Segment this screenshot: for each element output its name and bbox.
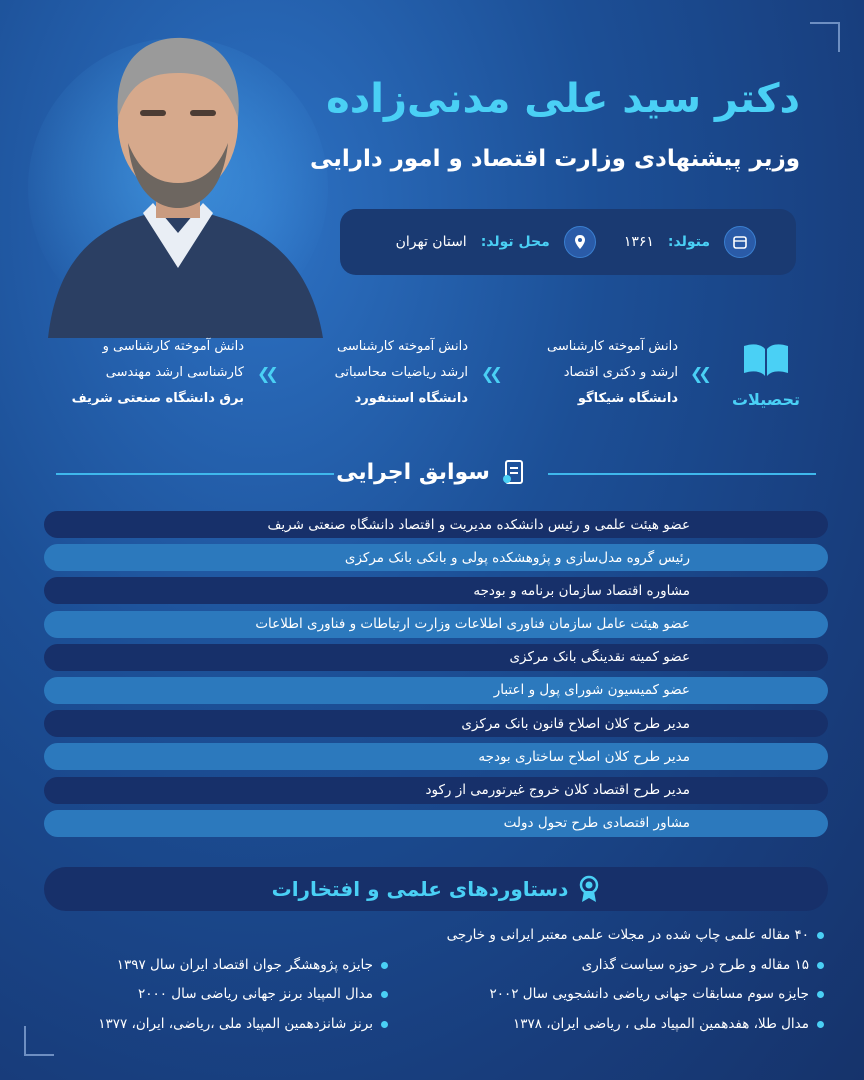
- chevron-left-icon: ❮❮: [481, 364, 498, 383]
- education-label: تحصیلات: [731, 390, 801, 409]
- education-line: ارشد و دکتری اقتصاد: [563, 365, 678, 380]
- experience-title: سوابق اجرایی: [336, 459, 490, 485]
- education-line: دانش آموخته کارشناسی: [546, 339, 678, 354]
- experience-row: مدیر طرح کلان اصلاح قانون بانک مرکزی: [44, 710, 828, 737]
- page-title: دکتر سید علی مدنی‌زاده: [326, 76, 800, 122]
- bullet-icon: [381, 1021, 388, 1028]
- education-line: ارشد ریاضیات محاسباتی: [334, 365, 468, 380]
- experience-row: عضو هیئت علمی و رئیس دانشکده مدیریت و اقتصاد دانشگاه صنعتی شریف: [44, 511, 828, 538]
- achievement-item: [582, 957, 824, 973]
- corner-frame-top-right: [810, 22, 840, 52]
- education-line: کارشناسی ارشد مهندسی: [105, 365, 244, 380]
- education-line: دانش آموخته کارشناسی: [336, 339, 468, 354]
- birth-value: ۱۳۶۱: [623, 234, 654, 250]
- bullet-icon: [817, 932, 824, 939]
- page-subtitle: وزیر پیشنهادی وزارت اقتصاد و امور دارایی: [309, 146, 800, 172]
- achievement-item: [513, 1016, 824, 1032]
- bullet-icon: [381, 962, 388, 969]
- bullet-icon: [817, 1021, 824, 1028]
- education-university: دانشگاه شیکاگو: [577, 391, 678, 406]
- achievements-title: دستاوردهای علمی و افتخارات: [271, 877, 569, 901]
- birthplace-label: محل تولد:: [480, 234, 550, 250]
- chevron-left-icon: ❮❮: [690, 364, 707, 383]
- experience-row: مدیر طرح اقتصاد کلان خروج غیرتورمی از رکود: [44, 777, 828, 804]
- book-icon: [741, 340, 791, 380]
- achievements-heading: [44, 867, 828, 911]
- achievement-item: [98, 1016, 388, 1032]
- achievement-item: [117, 957, 388, 973]
- bullet-icon: [817, 991, 824, 998]
- education-item: [498, 334, 678, 412]
- experience-row: مشاوره اقتصاد سازمان برنامه و بودجه: [44, 577, 828, 604]
- experience-list: [44, 511, 828, 843]
- achievement-text: مدال طلا، هفدهمین المپیاد ملی ، ریاضی ایران، ۱۳۷۸: [512, 1016, 809, 1032]
- education-line: دانش آموخته کارشناسی و: [102, 339, 244, 354]
- chevron-left-icon: ❮❮: [257, 364, 274, 383]
- achievement-text: برنز شانزدهمین المپیاد ملی ،ریاضی، ایران، ۱۳۷۷: [98, 1016, 373, 1032]
- experience-row: عضو کمیسیون شورای پول و اعتبار: [44, 677, 828, 704]
- achievement-item: [489, 986, 824, 1002]
- bullet-icon: [817, 962, 824, 969]
- birthplace-value: استان تهران: [395, 234, 467, 250]
- education-item: [288, 334, 468, 412]
- achievement-item: [447, 927, 824, 943]
- education-university: برق دانشگاه صنعتی شریف: [71, 391, 244, 406]
- experience-row: مشاور اقتصادی طرح تحول دولت: [44, 810, 828, 837]
- experience-row: عضو کمیته نقدینگی بانک مرکزی: [44, 644, 828, 671]
- corner-frame-bottom-left: [24, 1026, 54, 1056]
- achievement-text: ۱۵ مقاله و طرح در حوزه سیاست گذاری: [581, 957, 809, 973]
- education-item: [64, 334, 244, 412]
- info-box: [340, 209, 796, 275]
- achievement-text: جایزه سوم مسابقات جهانی ریاضی دانشجویی سال ۲۰۰۲: [489, 986, 809, 1002]
- portrait-photo: [28, 18, 328, 338]
- experience-row: مدیر طرح کلان اصلاح ساختاری بودجه: [44, 743, 828, 770]
- calendar-icon: [724, 226, 756, 258]
- achievement-text: مدال المپیاد برنز جهانی ریاضی سال ۲۰۰۰: [137, 986, 373, 1002]
- experience-heading: [0, 458, 864, 486]
- award-medal-icon: [578, 875, 600, 903]
- education-heading: [726, 340, 806, 409]
- location-pin-icon: [564, 226, 596, 258]
- document-icon: [500, 458, 528, 486]
- birth-label: متولد:: [667, 234, 710, 250]
- achievement-item: [138, 986, 388, 1002]
- bullet-icon: [381, 991, 388, 998]
- experience-row: عضو هیئت عامل سازمان فناوری اطلاعات وزارت ارتباطات و فناوری اطلاعات: [44, 611, 828, 638]
- achievement-text: ۴۰ مقاله علمی چاپ شده در مجلات علمی معتبر ایرانی و خارجی: [446, 927, 809, 943]
- experience-row: رئیس گروه مدل‌سازی و پژوهشکده پولی و بانکی بانک مرکزی: [44, 544, 828, 571]
- achievement-text: جایزه پژوهشگر جوان اقتصاد ایران سال ۱۳۹۷: [116, 957, 373, 973]
- education-university: دانشگاه استنفورد: [354, 391, 468, 406]
